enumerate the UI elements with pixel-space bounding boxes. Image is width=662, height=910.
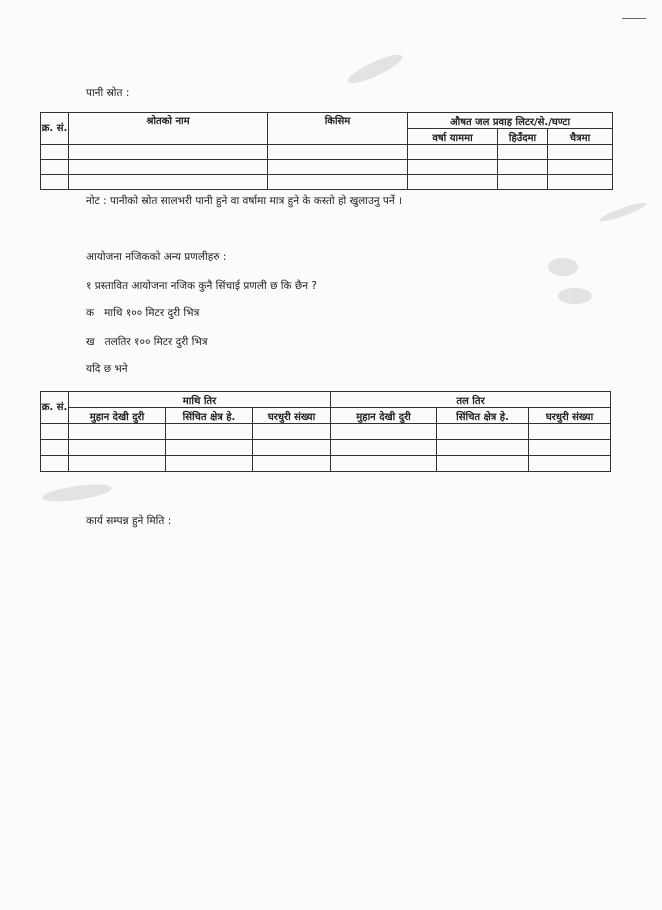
scan-smudge xyxy=(548,258,578,276)
col-flow-group-header: औषत जल प्रवाह लिटर/से./घण्टा xyxy=(408,113,613,129)
table-row xyxy=(41,145,613,160)
scan-smudge xyxy=(41,481,112,505)
col-serial-header: क्र. सं. xyxy=(41,392,69,424)
col-down-area-header: सिंचित क्षेत्र हे. xyxy=(437,408,529,424)
option-b-downstream: ख तलतिर १०० मिटर दुरी भित्र xyxy=(86,336,208,348)
col-up-area-header: सिंचित क्षेत्र हे. xyxy=(166,408,253,424)
irrigation-question: १ प्रस्तावित आयोजना नजिक कुनै सिंचाई प्रणली छ कि छैन ? xyxy=(86,280,317,292)
table-row xyxy=(41,424,611,440)
downstream-group-header: तल तिर xyxy=(331,392,611,408)
table-row xyxy=(41,175,613,190)
water-source-heading: पानी स्रोत : xyxy=(86,87,130,99)
table-row xyxy=(41,456,611,472)
water-source-table xyxy=(40,112,613,190)
water-source-note: नोट : पानीको स्रोत सालभरी पानी हुने वा वर्षामा मात्र हुने के कस्तो हो खुलाउनु पर्ने । xyxy=(86,195,403,207)
col-winter-header: हिउँदमा xyxy=(498,129,548,145)
col-serial-header: क्र. सं. xyxy=(41,113,69,145)
scan-smudge xyxy=(598,200,648,225)
corner-mark xyxy=(622,18,646,19)
if-yes-label: यदि छ भने xyxy=(86,363,128,375)
option-a-upstream: क माथि १०० मिटर दुरी भित्र xyxy=(86,307,200,319)
table-row xyxy=(41,160,613,175)
scan-smudge xyxy=(345,50,405,88)
col-down-households-header: घरधुरी संख्या xyxy=(529,408,611,424)
col-down-distance-header: मुहान देखी दुरी xyxy=(331,408,437,424)
upstream-group-header: माथि तिर xyxy=(69,392,331,408)
col-source-name-header: श्रोतको नाम xyxy=(69,113,268,145)
col-up-distance-header: मुहान देखी दुरी xyxy=(69,408,166,424)
col-type-header: किसिम xyxy=(268,113,408,145)
col-monsoon-header: वर्षा याममा xyxy=(408,129,498,145)
col-chaitra-header: चैत्रमा xyxy=(548,129,613,145)
nearby-systems-table xyxy=(40,391,611,472)
scan-smudge xyxy=(558,288,592,304)
table-row xyxy=(41,440,611,456)
col-up-households-header: घरधुरी संख्या xyxy=(253,408,331,424)
other-systems-heading: आयोजना नजिकको अन्य प्रणलीहरु : xyxy=(86,251,227,263)
completion-date-label: कार्य सम्पन्न हुने मिति : xyxy=(86,515,172,527)
